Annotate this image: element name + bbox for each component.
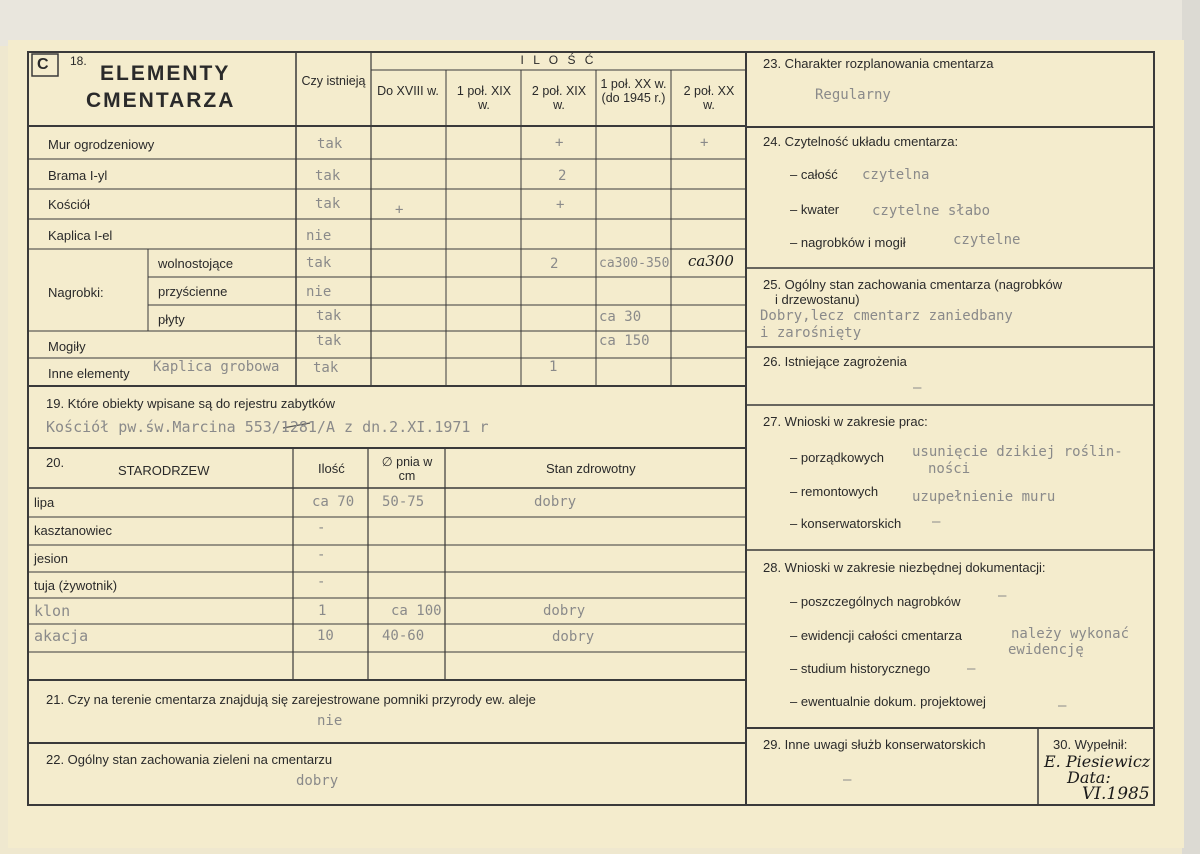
tree-name: kasztanowiec [34,523,113,538]
tree-name: tuja (żywotnik) [34,578,118,593]
section-30-label: 30. Wypełnił: [1053,737,1128,752]
section-26-label: 26. Istniejące zagrożenia [763,354,907,369]
row-label-nagrobki: Nagrobki: [48,285,104,300]
dok-nagrobkow-value: – [998,588,1007,604]
col-2xix-header: 2 poł. XIX w. [531,84,587,112]
dok-ewidencji-value-line2: ewidencję [1008,642,1084,658]
kosciol-2xix-value: + [556,197,565,213]
section-19-value: Kościół pw.św.Marcina 553/1281/A z dn.2.XI.1971 r [46,418,489,436]
section-23-label: 23. Charakter rozplanowania cmentarza [763,56,994,71]
dok-studium-value: – [967,661,976,677]
dok-studium-label: – studium historycznego [790,661,931,676]
row-label-mur: Mur ogrodzeniowy [48,137,155,152]
kosciol-xviii-value: + [395,202,404,218]
czytelnosc-kwater-value: czytelne słabo [872,203,991,219]
tree-name: lipa [34,495,55,510]
prace-porzadkowe-value-line1: usunięcie dzikiej roślin- [912,444,1123,460]
prace-porzadkowe-label: – porządkowych [790,450,884,465]
czytelnosc-nagrobki-label: – nagrobków i mogił [790,235,906,250]
dok-nagrobkow-label: – poszczególnych nagrobków [790,594,961,609]
section-25-value-line1: Dobry,lecz cmentarz zaniedbany [760,308,1013,324]
col-exists-header: Czy istnieją [301,74,366,88]
section-20-number: 20. [46,455,65,470]
col-2xx-header: 2 poł. XX w. [683,84,735,112]
tree-qty: 1 [318,603,327,619]
qty-header: I L O Ś Ć [520,53,597,67]
prace-konserwatorskie-label: – konserwatorskich [790,516,902,531]
section-22-label: 22. Ogólny stan zachowania zieleni na cmentarzu [46,752,333,767]
tree-qty: - [317,574,326,590]
dok-ewidencji-label: – ewidencji całości cmentarza [790,628,962,643]
section-24-label: 24. Czytelność układu cmentarza: [763,134,959,149]
col-xviii-header: Do XVIII w. [377,84,439,98]
dok-projektowa-label: – ewentualnie dokum. projektowej [790,694,986,709]
section-22-value: dobry [296,773,339,789]
wolnostojace-exists-value: tak [306,255,332,271]
inne-2xix-value: 1 [549,359,558,375]
mogily-exists-value: tak [316,333,342,349]
czytelnosc-calosc-label: – całość [790,167,838,182]
tree-health: dobry [534,494,577,510]
kaplica-exists-value: nie [306,228,332,244]
przyscienne-exists-value: nie [306,284,332,300]
prace-remontowe-value: uzupełnienie muru [912,489,1056,505]
section-26-value: – [913,380,922,396]
czytelnosc-kwater-label: – kwater [790,202,840,217]
section-18-title-line1: ELEMENTY [100,62,231,85]
col-1xx-header: 1 poł. XX w. (do 1945 r.) [600,77,667,105]
col-diameter-header: ∅ pnia w cm [381,455,433,483]
section-25-value-line2: i zarośnięty [760,325,862,341]
dok-projektowa-value: – [1058,698,1067,714]
prace-remontowe-label: – remontowych [790,484,879,499]
czytelnosc-nagrobki-value: czytelne [953,232,1021,248]
tree-diameter: ca 100 [391,603,442,619]
tree-name: klon [34,602,71,620]
section-20-title: STARODRZEW [118,463,210,478]
tree-name: akacja [34,627,89,645]
section-25-label-line2: i drzewostanu) [775,292,860,307]
section-18-number: 18. [70,54,87,68]
plyty-exists-value: tak [316,308,342,324]
date-label: Data: [1067,768,1111,787]
section-21-label: 21. Czy na terenie cmentarza znajdują się zarejestrowane pomniki przyrody ew. aleje [46,692,536,707]
section-29-value: – [843,772,852,788]
tree-qty: 10 [317,628,334,644]
inne-description-value: Kaplica grobowa [153,359,280,375]
tree-diameter: 40-60 [382,628,425,644]
mur-2xx-value: + [700,135,709,151]
wolnostojace-1xx-value: ca300-350 [599,256,670,271]
col-1xix-header: 1 poł. XIX w. [456,84,512,112]
mur-exists-value: tak [317,136,343,152]
dok-ewidencji-value-line1: należy wykonać [1011,626,1130,642]
tree-qty: ca 70 [312,494,355,510]
row-label-kaplica: Kaplica I-el [48,228,113,243]
section-19-label: 19. Które obiekty wpisane są do rejestru zabytków [46,396,336,411]
inne-exists-value: tak [313,360,339,376]
brama-exists-value: tak [315,168,341,184]
section-18-title-line2: CMENTARZA [86,89,236,112]
row-label-kosciol: Kościół [48,197,90,212]
section-c-label: C [37,56,49,73]
section-27-label: 27. Wnioski w zakresie prac: [763,414,928,429]
section-21-value: nie [317,713,343,729]
section-29-label: 29. Inne uwagi służb konserwatorskich [763,737,986,752]
tree-diameter: 50-75 [382,494,425,510]
czytelnosc-calosc-value: czytelna [862,167,930,183]
col-qty-header: Ilość [318,461,345,476]
wolnostojace-2xix-value: 2 [550,256,559,272]
filled-date: VI.1985 [1082,784,1150,804]
wolnostojace-2xx-value: ca300 [688,252,734,270]
prace-konserwatorskie-value: – [932,514,941,530]
kosciol-exists-value: tak [315,196,341,212]
section-23-value: Regularny [815,87,891,103]
section-25-label-line1: 25. Ogólny stan zachowania cmentarza (nagrobków [763,277,1063,292]
brama-2xix-value: 2 [558,168,567,184]
row-label-wolnostojace: wolnostojące [158,256,234,271]
section-28-label: 28. Wnioski w zakresie niezbędnej dokumentacji: [763,560,1046,575]
col-health-header: Stan zdrowotny [546,461,636,476]
prace-porzadkowe-value-line2: ności [928,461,971,477]
mogily-1xx-value: ca 150 [599,333,650,349]
row-label-brama: Brama I-yl [48,168,108,183]
mur-2xix-value: + [555,135,564,151]
tree-name: jesion [34,551,68,566]
row-label-mogily: Mogiły [48,339,86,354]
filled-by-name: E. Piesiewicz [1044,752,1151,771]
tree-health: dobry [552,629,595,645]
tree-health: dobry [543,603,586,619]
tree-qty: - [317,547,326,563]
row-label-plyty: płyty [158,312,185,327]
plyty-1xx-value: ca 30 [599,309,642,325]
row-label-przyscienne: przyścienne [158,284,228,299]
row-label-inne: Inne elementy [48,366,130,381]
tree-qty: - [317,520,326,536]
